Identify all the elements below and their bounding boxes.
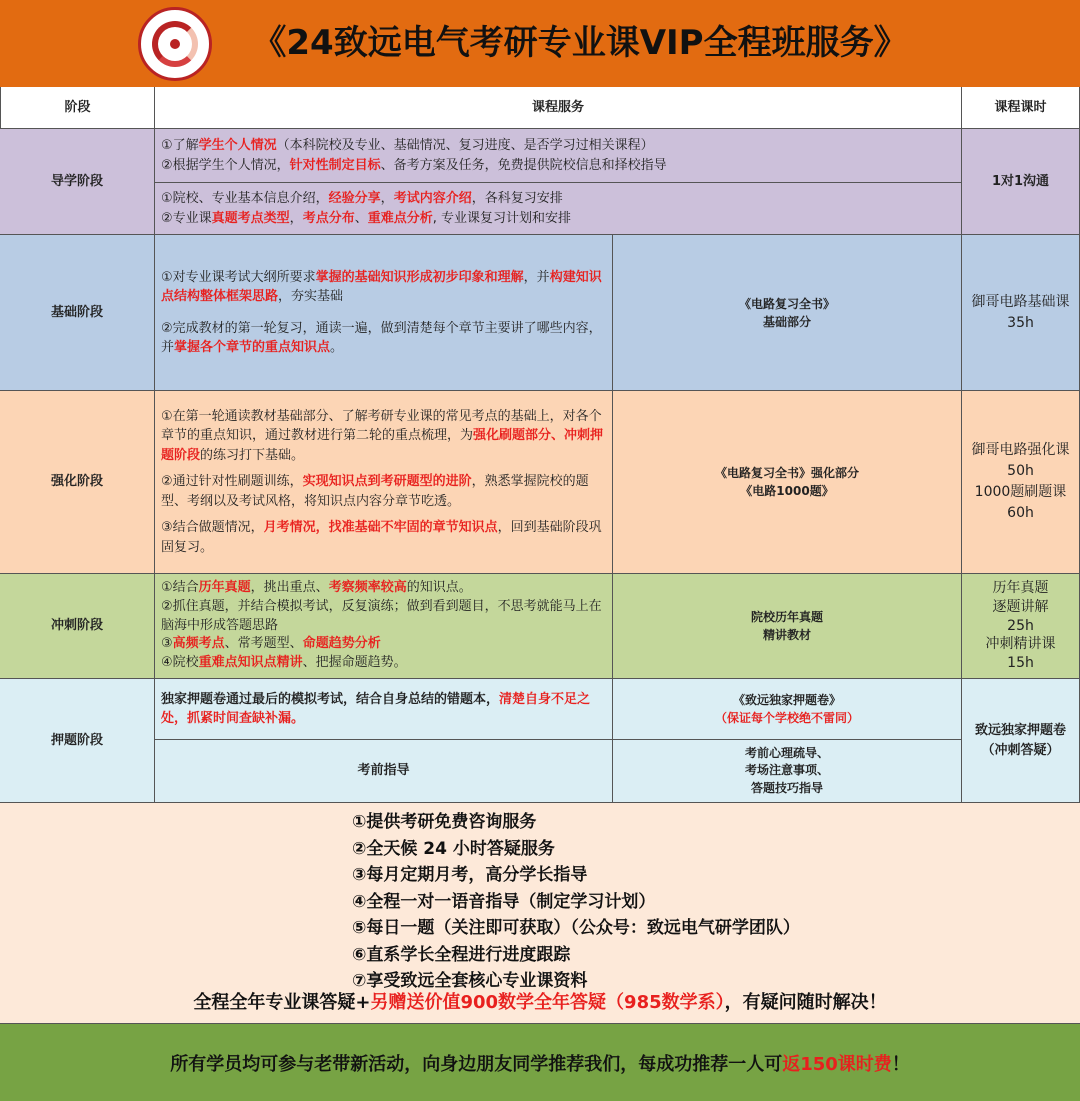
basic-material xyxy=(613,235,962,391)
services-summary-a: 全程全年专业课答疑+ xyxy=(193,992,371,1013)
sprint-line-2 xyxy=(161,598,606,636)
predict-material-book: 《致远独家押题卷》 xyxy=(732,693,841,707)
stage-guide: 导学阶段 xyxy=(0,129,155,235)
predict-material-note: （保证每个学校绝不雷同） xyxy=(714,711,859,725)
sprint-hours-1: 历年真题 xyxy=(992,579,1049,596)
body-text: ，各科复习安排 xyxy=(471,191,563,206)
highlight-text: 清楚自身不足之处，抓紧时间查缺补漏。 xyxy=(161,691,591,726)
services-section xyxy=(0,803,1080,1024)
strengthen-material-questions: 《电路1000题》 xyxy=(740,484,834,498)
service-item: ①提供考研免费咨询服务 xyxy=(352,812,537,832)
strengthen-paragraph-3 xyxy=(161,518,606,557)
highlight-text: 历年真题 xyxy=(198,579,251,595)
sprint-line-1 xyxy=(161,579,472,598)
strengthen-paragraph-1 xyxy=(161,407,606,466)
basic-hours-course: 御哥电路基础课 xyxy=(971,293,1070,310)
predict-hours-2: （冲刺答疑） xyxy=(981,742,1060,758)
service-item: ③每月定期月考，高分学长指导 xyxy=(352,865,588,885)
guide-row-1 xyxy=(155,129,962,183)
strengthen-paragraph-2 xyxy=(161,472,606,511)
footer-text: 所有学员均可参与老带新活动，向身边朋友同学推荐我们，每成功推荐一人可 xyxy=(170,1053,783,1075)
highlight-text: 考试内容介绍 xyxy=(393,191,472,206)
services-summary-c: ，有疑问随时解决！ xyxy=(724,992,887,1013)
basic-paragraph-1 xyxy=(161,268,606,307)
predict-guide-2: 考场注意事项、 xyxy=(744,763,829,778)
highlight-text: 掌握的基础知识形成初步印象和理解 xyxy=(315,269,524,285)
strengthen-hours-course-2: 1000题刷题课 xyxy=(974,484,1067,500)
sprint-material xyxy=(613,574,962,679)
sprint-hours-5: 15h xyxy=(1007,655,1034,672)
highlight-text: 真题考点类型 xyxy=(211,210,290,226)
basic-material-part: 基础部分 xyxy=(762,314,811,329)
body-text: ④院校 xyxy=(161,655,199,671)
strengthen-hours-value: 50h xyxy=(1007,463,1034,479)
body-text: ①院校、专业基本信息介绍， xyxy=(161,191,329,206)
body-text: 。 xyxy=(330,340,344,355)
service-item: ④全程一对一语音指导（制定学习计划） xyxy=(352,891,656,912)
service-item: ②全天候 24 小时答疑服务 xyxy=(352,838,555,859)
highlight-text: 高频考点 xyxy=(172,636,225,652)
strengthen-hours xyxy=(962,391,1080,574)
sprint-content xyxy=(155,574,613,679)
page-title: 《24致远电气考研专业课VIP全程班服务》 xyxy=(252,23,908,63)
highlight-text: 掌握各个章节的重点知识点 xyxy=(174,340,331,355)
guide-line-4 xyxy=(161,209,571,229)
predict-guide-label: 考前指导 xyxy=(155,740,613,803)
body-text: ③结合做题情况， xyxy=(161,520,264,536)
strengthen-hours-course: 御哥电路强化课 xyxy=(971,442,1070,458)
highlight-text: 考点分布 xyxy=(302,210,355,226)
body-text: ，并 xyxy=(523,269,550,285)
body-text: ②根据学生个人情况， xyxy=(161,157,290,173)
body-text: 独家押题卷通过最后的模拟考试，结合自身总结的错题本， xyxy=(161,691,500,707)
body-text: ①结合 xyxy=(161,579,199,595)
body-text: 的练习打下基础。 xyxy=(200,447,305,463)
highlight-text: 重难点知识点精讲 xyxy=(198,655,303,671)
predict-guide-1: 考前心理疏导、 xyxy=(744,745,829,760)
strengthen-hours-value-2: 60h xyxy=(1007,505,1034,521)
guide-row-2 xyxy=(155,183,962,235)
body-text: ②抓住真题，并结合模拟考试，反复演练；做到看到题目，不思考就能马上在脑海中形成答题思路 xyxy=(161,598,602,633)
header-service: 课程服务 xyxy=(155,87,962,129)
predict-guide-details xyxy=(613,740,962,803)
body-text: ①在第一轮通读教材基础部分、了解考研专业课的常见考点的基础上，对各个章节的重点知识，通过教材进行第二轮的重点梳理，为 xyxy=(161,408,602,444)
highlight-text: 月考情况，找准基础不牢固的章节知识点 xyxy=(263,520,498,536)
highlight-text: 针对性制定目标 xyxy=(289,157,381,173)
logo-center-icon xyxy=(170,39,180,49)
stage-basic: 基础阶段 xyxy=(0,235,155,391)
stage-strengthen: 强化阶段 xyxy=(0,391,155,574)
highlight-text: 命题趋势分析 xyxy=(302,636,381,652)
services-summary xyxy=(0,988,1080,1014)
sprint-line-3 xyxy=(161,635,381,654)
guide-hours: 1对1沟通 xyxy=(962,129,1080,235)
sprint-hours-3: 25h xyxy=(1007,617,1034,634)
header-stage: 阶段 xyxy=(0,87,155,129)
highlight-text: 强化刷题部分、冲刺押题阶段 xyxy=(161,428,604,463)
sprint-hours-2: 逐题讲解 xyxy=(992,598,1049,615)
predict-paragraph xyxy=(161,690,606,729)
strengthen-material xyxy=(613,391,962,574)
predict-hours-1: 致远独家押题卷 xyxy=(974,723,1066,738)
guide-line-3 xyxy=(161,189,563,209)
stage-predict: 押题阶段 xyxy=(0,679,155,803)
body-text: （本科院校及专业、基础情况、复习进度、是否学习过相关课程） xyxy=(276,138,654,153)
basic-content xyxy=(155,235,613,391)
basic-material-book: 《电路复习全书》 xyxy=(738,296,835,311)
body-text: ②通过针对性刷题训练， xyxy=(161,474,303,490)
service-item: ⑤每日一题（关注即可获取）（公众号：致远电气研学团队） xyxy=(352,918,800,938)
strengthen-material-book: 《电路复习全书》强化部分 xyxy=(714,466,859,480)
predict-content xyxy=(155,679,613,740)
body-text: , 专业课复习计划和安排 xyxy=(432,210,571,226)
logo xyxy=(138,7,212,81)
highlight-text: 重难点分析 xyxy=(367,210,433,226)
body-text: ②完成教材的第一轮复习，通读一遍，做到清楚每个章节主要讲了哪些内容，并 xyxy=(161,320,602,355)
body-text: ，挑出重点、 xyxy=(250,579,329,595)
services-list xyxy=(352,809,800,995)
highlight-text: 考察频率较高 xyxy=(328,579,407,595)
body-text: ②专业课 xyxy=(161,210,212,226)
body-text: 、把握命题趋势。 xyxy=(302,655,407,671)
body-text: 、 xyxy=(354,210,368,226)
footer-end: ！ xyxy=(891,1053,910,1075)
basic-hours-value: 35h xyxy=(1007,314,1034,331)
highlight-text: 经验分享 xyxy=(328,191,381,206)
header-hours: 课程课时 xyxy=(962,87,1080,129)
body-text: ，回到基础阶段巩固复习。 xyxy=(161,520,602,555)
predict-guide-3: 答题技巧指导 xyxy=(750,780,823,795)
strengthen-content xyxy=(155,391,613,574)
highlight-text: 构建知识点结构整体框架思路 xyxy=(161,269,602,304)
sprint-hours-4: 冲刺精讲课 xyxy=(985,636,1056,653)
basic-hours xyxy=(962,235,1080,391)
highlight-text: 学生个人情况 xyxy=(198,138,277,153)
referral-footer xyxy=(0,1024,1080,1101)
predict-hours xyxy=(962,679,1080,803)
services-summary-bonus: 另赠送价值900数学全年答疑（985数学系） xyxy=(370,992,725,1013)
sprint-hours xyxy=(962,574,1080,679)
guide-line-1 xyxy=(161,136,654,156)
body-text: ，熟悉掌握院校的题型、考纲以及考试风格，将知识点内容分章节吃透。 xyxy=(161,474,589,509)
guide-line-2 xyxy=(161,156,667,176)
basic-paragraph-2 xyxy=(161,319,606,358)
body-text: ①了解 xyxy=(161,138,199,153)
body-text: ③ xyxy=(161,636,173,652)
stage-sprint: 冲刺阶段 xyxy=(0,574,155,679)
footer-reward: 返150课时费 xyxy=(782,1053,892,1075)
predict-material xyxy=(613,679,962,740)
page-header xyxy=(0,0,1080,87)
sprint-material-1: 院校历年真题 xyxy=(750,610,823,624)
body-text: ①对专业课考试大纲所要求 xyxy=(161,269,316,285)
body-text: 的知识点。 xyxy=(406,579,472,595)
service-item: ⑦享受致远全套核心专业课资料 xyxy=(352,971,588,991)
body-text: 、常考题型、 xyxy=(224,636,303,652)
highlight-text: 实现知识点到考研题型的进阶 xyxy=(302,474,472,490)
body-text: ， xyxy=(289,210,303,226)
body-text: ， xyxy=(380,191,394,206)
service-item: ⑥直系学长全程进行进度跟踪 xyxy=(352,944,571,965)
body-text: 、备考方案及任务，免费提供院校信息和择校指导 xyxy=(380,157,667,173)
sprint-line-4 xyxy=(161,654,407,673)
body-text: ，夯实基础 xyxy=(278,289,344,304)
sprint-material-2: 精讲教材 xyxy=(762,628,811,642)
